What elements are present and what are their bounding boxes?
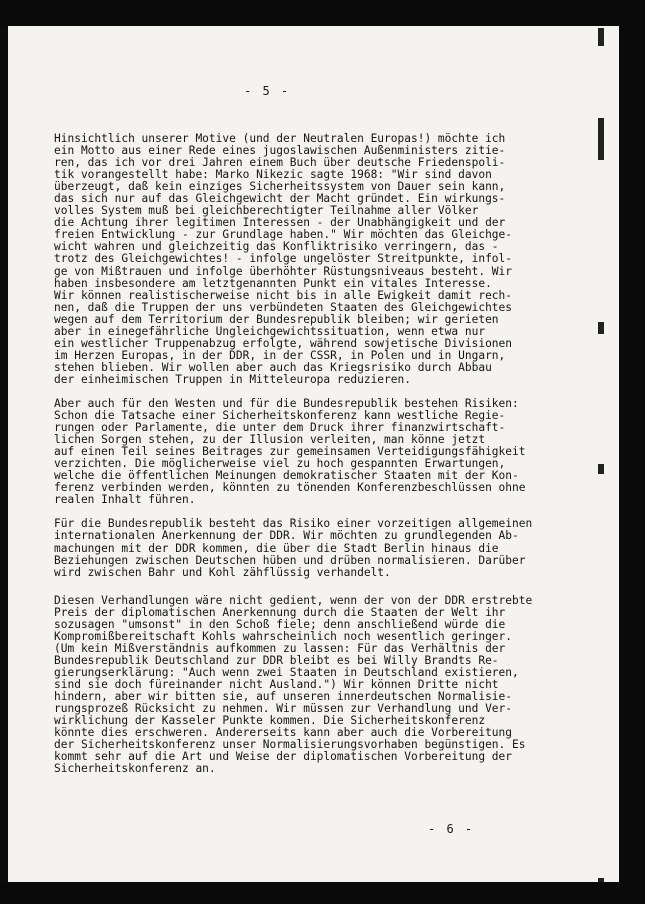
text-line: hindern, aber wir bitten sie, auf unseren innerdeutschen Normalisie- [54,690,513,704]
body-text [54,133,584,787]
text-line: der Sicherheitskonferenz unser Normalisierungsvorhaben begünstigen. Es [54,738,526,752]
text-line: lichen Sorgen stehen, zu der Illusion verleiten, man könne jetzt [54,433,486,447]
document-page [8,26,619,882]
text-line: Sicherheitskonferenz an. [54,762,216,776]
text-line: wird zwischen Bahr und Kohl zähflüssig verhandelt. [54,565,391,579]
scan-edge-mark [598,28,604,46]
text-line: rungsprozeß Rücksicht zu nehmen. Wir müssen zur Verhandlung und Ver- [54,702,513,716]
scan-edge-mark [598,878,604,882]
text-line: nen, daß die Truppen der uns verbündeten Staaten des Gleichgewichtes [54,300,513,314]
text-line: sind sie doch füreinander nicht Ausland.") Wir können Dritte nicht [54,677,499,691]
text-line: ferenz verbinden werden, könnten zu tönenden Konferenzbeschlüssen ohne [54,481,526,495]
text-line: Wir können realistischerweise nicht bis in alle Ewigkeit damit rech- [54,288,513,302]
text-line: überzeugt, daß kein einziges Sicherheitssystem von Dauer sein kann, [54,180,506,194]
text-line: Hinsichtlich unserer Motive (und der Neutralen Europas!) möchte ich [54,132,506,145]
scan-edge-mark [598,322,604,334]
text-line: trotz des Gleichgewichtes! - infolge ungelöster Streitpunkte, infol- [54,252,513,266]
text-line: im Herzen Europas, in der DDR, in der CSSR, in Polen und in Ungarn, [54,348,506,362]
text-line: aber in einegefährliche Ungleichgewichtssituation, wenn etwa nur [54,324,486,338]
text-line: kommt sehr auf die Art und Weise der diplomatischen Vorbereitung der [54,750,513,764]
scan-border-top [0,0,645,26]
text-line: ge von Mißtrauen und infolge überhöhter Rüstungsniveaus besteht. Wir [54,264,513,278]
text-line: stehen blieben. Wir wollen aber auch das Kriegsrisiko durch Abbau [54,360,492,374]
text-line: ren, das ich vor drei Jahren einem Buch über deutsche Friedenspoli- [54,156,506,170]
text-line: wirklichung der Kasseler Punkte kommen. Die Sicherheitskonferenz [54,714,486,728]
scan-border-bottom [0,882,645,904]
text-line: Aber auch für den Westen und für die Bundesrepublik bestehen Risiken: [54,396,519,410]
text-line: ein westlicher Truppenabzug erfolgte, während sowjetische Divisionen [54,336,513,350]
scan-edge-mark [598,464,604,474]
scan-border-right [619,0,645,904]
paragraph [54,595,584,776]
paragraph [54,398,584,506]
text-line: Beziehungen zwischen Deutschen hüben und drüben normalisieren. Darüber [54,553,526,567]
text-line: Preis der diplomatischen Anerkennung durch die Staaten der Welt ihr [54,605,506,619]
text-line: rungen oder Parlamente, die unter dem Druck ihrer finanzwirtschaft- [54,421,506,435]
next-page-marker: - 6 - [428,822,475,836]
text-line: die Achtung ihrer legitimen Interessen - der Unabhängigkeit und der [54,216,506,230]
text-line: ein Motto aus einer Rede eines jugoslawischen Außenministers zitie- [54,144,506,158]
text-line: realen Inhalt führen. [54,493,196,507]
text-line: verzichten. Die möglicherweise viel zu hoch gespannten Erwartungen, [54,457,506,471]
text-line: (Um kein Mißverständnis aufkommen zu lassen: Für das Verhältnis der [54,641,506,655]
text-line: wicht wahren und gleichzeitig das Konfliktrisiko verringern, das - [54,240,499,254]
text-line: Schon die Tatsache einer Sicherheitskonferenz kann westliche Regie- [54,409,506,423]
paragraph [54,518,584,578]
text-line: das sich nur auf das Gleichgewicht der Macht gründet. Ein wirkungs- [54,192,506,206]
scan-edge-mark [598,118,604,160]
text-line: sozusagen "umsonst" in den Schoß fiele; denn anschließend würde die [54,617,506,631]
text-line: volles System muß bei gleichberechtigter Teilnahme aller Völker [54,204,479,218]
page-number: - 5 - [244,84,291,98]
text-line: wegen auf dem Territorium der Bundesrepublik bleiben; wir gerieten [54,312,499,326]
text-line: gierungserklärung: "Auch wenn zwei Staaten in Deutschland existieren, [54,665,519,679]
text-line: Für die Bundesrepublik besteht das Risiko einer vorzeitigen allgemeinen [54,517,533,531]
text-line: internationalen Anerkennung der DDR. Wir möchten zu grundlegenden Ab- [54,529,519,543]
text-line: haben insbesondere am letztgenannten Punkt ein vitales Interesse. [54,276,492,290]
paragraph [54,133,584,386]
text-line: welche die öffentlichen Meinungen demokratischer Staaten mit der Kon- [54,469,519,483]
text-line: Kompromißbereitschaft Kohls wahrscheinlich noch wesentlich geringer. [54,629,513,643]
text-line: könnte dies erschweren. Andererseits kann aber auch die Vorbereitung [54,726,513,740]
text-line: der einheimischen Truppen in Mitteleuropa reduzieren. [54,372,411,386]
text-line: Bundesrepublik Deutschland zur DDR bleibt es bei Willy Brandts Re- [54,653,499,667]
text-line: machungen mit der DDR kommen, die über die Stadt Berlin hinaus die [54,541,499,555]
text-line: auf einen Teil seines Beitrages zur gemeinsamen Verteidigungsfähigkeit [54,445,526,459]
text-line: Diesen Verhandlungen wäre nicht gedient, wenn der von der DDR erstrebte [54,593,533,607]
text-line: tik vorangestellt habe: Marko Nikezic sagte 1968: "Wir sind davon [54,168,492,182]
text-line: freien Entwicklung - zur Grundlage haben." Wir möchten das Gleichge- [54,228,513,242]
